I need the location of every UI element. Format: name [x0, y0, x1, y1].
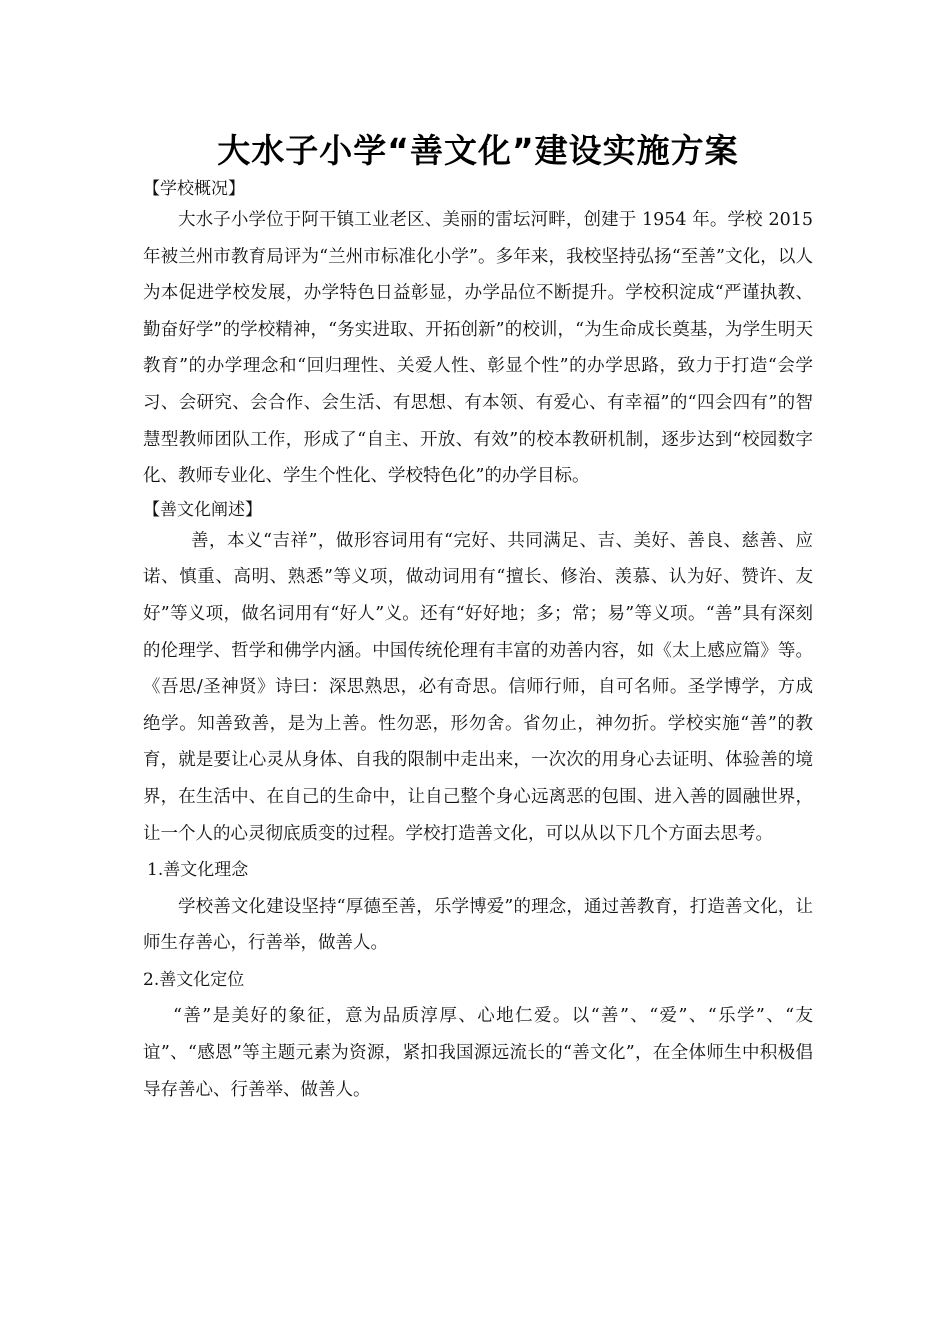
section-heading-shan-culture: 【善文化阐述】 [143, 499, 262, 520]
paragraph-concept: 学校善文化建设坚持“厚德至善，乐学博爱”的理念，通过善教育，打造善文化，让师生存善心，行善举，做善人。 [143, 896, 813, 954]
document-body [143, 128, 813, 1108]
paragraph-shan-culture: 善，本义“吉祥”，做形容词用有“完好、共同满足、吉、美好、善良、慈善、应诺、慎重、高明、熟悉”等义项，做动词用有“擅长、修治、羡慕、认为好、赞许、友好”等义项，做名词用有“好人”义。还有“好好地；多；常；易”等义项。“善”具有深刻的伦理学、哲学和佛学内涵。中国传统伦理有丰富的劝善内容，如《太上感应篇》等。《吾思/圣神贤》诗曰：深思熟思，必有奇思。信师行师，自可名师。圣学博学，方成绝学。知善致善，是为上善。性勿恶，形勿舍。省勿止，神勿折。学校实施“善”的教育，就是要让心灵从身体、自我的限制中走出来，一次次的用身心去证明、体验善的境界，在生活中、在自己的生命中，让自己整个身心远离恶的包围、进入善的圆融世界，让一个人的心灵彻底质变的过程。学校打造善文化，可以从以下几个方面去思考。 [143, 530, 813, 844]
section-heading-overview: 【学校概况】 [143, 179, 245, 199]
document-title: 大水子小学“善文化”建设实施方案 [217, 131, 739, 170]
section-heading-concept: 1.善文化理念 [147, 860, 249, 881]
section-heading-positioning: 2.善文化定位 [143, 969, 245, 990]
paragraph-overview: 大水子小学位于阿干镇工业老区、美丽的雷坛河畔，创建于 1954 年。学校 2015 年被兰州市教育局评为“兰州市标准化小学”。多年来，我校坚持弘扬“至善”文化，以人为本促进学校发展，办学特色日益彰显，办学品位不断提升。学校积淀成“严谨执教、勤奋好学”的学校精神，“务实进取、开拓创新”的校训，“为生命成长奠基，为学生明天教育”的办学理念和“回归理性、关爱人性、彰显个性”的办学思路，致力于打造“会学习、会研究、会合作、会生活、有思想、有本领、有爱心、有幸福”的“四会四有”的智慧型教师团队工作，形成了“自主、开放、有效”的校本教研机制，逐步达到“校园数字化、教师专业化、学生个性化、学校特色化”的办学目标。 [143, 210, 813, 487]
paragraph-positioning: “善”是美好的象征，意为品质淳厚、心地仁爱。以“善”、“爱”、“乐学”、“友谊”、“感恩”等主题元素为资源，紧扣我国源远流长的“善文化”，在全体师生中积极倡导存善心、行善举、做善人。 [143, 1006, 813, 1100]
